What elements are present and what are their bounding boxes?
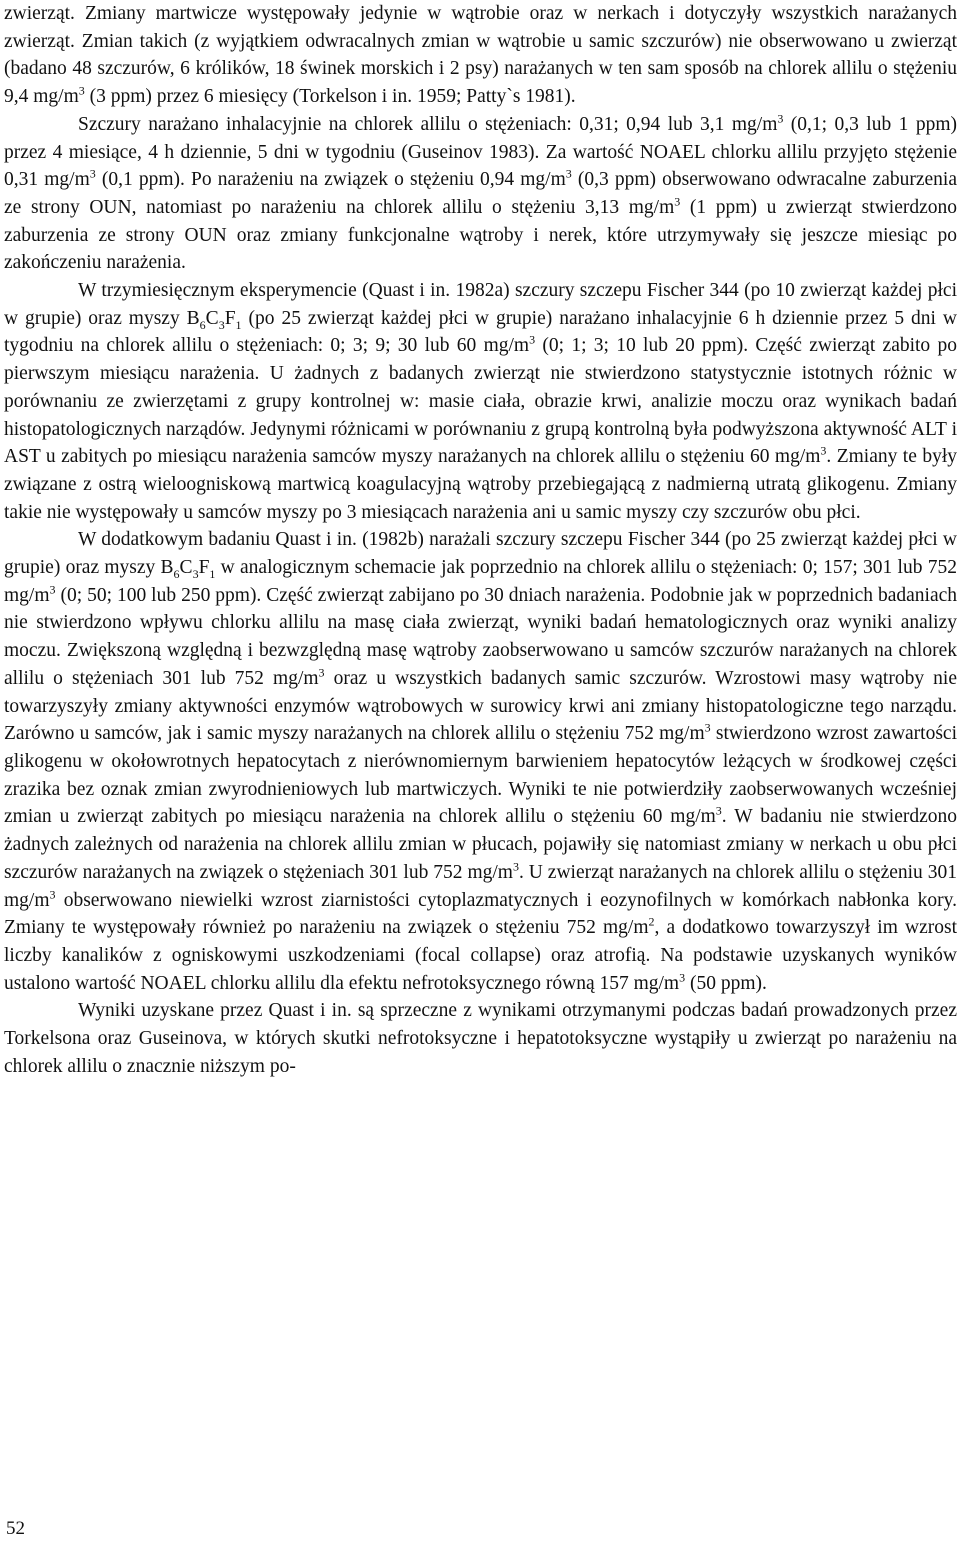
text-run: . W badaniu nie stwierdzono żadnych zależnych od narażenia na chlorek allilu zmian w płucach, pojawiły się natomiast zmiany w nerkach u obu płci szczurów narażanych na związek o stężeniach 301 lub 752 mg/m [4,806,957,883]
text-run: (0; 50; 100 lub 250 ppm). Część zwierząt zabijano po 30 dniach narażenia. Podobnie jak w poprzednich badaniach nie stwierdzono wpływu chlorku allilu na masę ciała zwierząt, wyniki badań hematologicznych oraz wyniki analizy moczu. Zwiększoną względną i bezwzględną masę wątroby zaobserwowano u samców szczurów narażanych na chlorek allilu o stężeniach 301 lub 752 mg/m [4,584,957,689]
paragraph [4,997,957,1080]
text-run: Wyniki uzyskane przez Quast i in. są sprzeczne z wynikami otrzymanymi podczas badań prowadzonych przez Torkelsona oraz Guseinova, w których skutki nefrotoksyczne i hepatotoksyczne wystąpiły u zwierząt po narażeniu na chlorek allilu o znacznie niższym po- [4,1000,957,1077]
subscript: 3 [192,566,199,581]
superscript: 3 [318,665,325,680]
text-run: , a dodatkowo towarzyszył im wzrost liczby kanalików z ogniskowymi uszkodzeniami (focal collapse) oraz atrofią. Na podstawie uzyskanych wyników ustalono wartość NOAEL chlorku allilu dla efektu nefrotoksycznego równą 157 mg/m [4,917,957,994]
paragraph [4,0,957,111]
superscript: 3 [529,332,536,347]
subscript: 6 [199,317,206,332]
text-run: . U zwierząt narażanych na chlorek allilu o stężeniu 301 mg/m [4,861,957,911]
text-run: F [198,557,210,579]
text-run: . Zmiany te były związane z ostrą wieloogniskową martwicą koagulacyjną wątroby przebiegającą z nadmierną utratą glikogenu. Zmiany takie nie występowały u samców myszy po 3 miesiącach narażenia ani u samic myszy czy szczurów obu płci. [4,446,957,523]
subscript: 3 [218,317,225,332]
text-run: F [224,307,236,329]
superscript: 3 [89,166,96,181]
superscript: 3 [679,970,686,985]
text-run: (3 ppm) przez 6 miesięcy (Torkelson i in. 1959; Patty`s 1981). [84,86,576,108]
subscript: 1 [209,566,216,581]
text-run: W trzymiesięcznym eksperymencie (Quast i in. 1982a) szczury szczepu Fischer 344 (po 10 zwierząt każdej płci w grupie) oraz myszy B [4,280,957,329]
text-run: C [179,557,193,579]
text-run: C [205,307,219,329]
text-run: stwierdzono wzrost zawartości glikogenu w okołowrotnych hepatocytach z nierównomiernym barwieniem hepatocytów leżących w środkowej części zrazika bez oznak zmian zwyrodnieniowych lub martwiczych. Wyniki te nie potwierdziły zaobserwowanych wcześniej zmian u zwierząt zabitych po miesiącu narażenia na chlorek allilu o stężeniu 60 mg/m [4,723,958,828]
text-run: oraz u wszystkich badanych samic szczurów. Wzrostowi masy wątroby nie towarzyszyły zmiany aktywności enzymów wątrobowych w surowicy krwi ani zmiany histopatologiczne tego narządu. Zarówno u samców, jak i samic myszy narażanych na chlorek allilu o stężeniu 752 mg/m [4,667,957,745]
page-number: 52 [6,1518,25,1539]
superscript: 3 [820,443,827,458]
subscript: 6 [173,566,180,581]
superscript: 3 [674,194,681,209]
text-run: (0,1 ppm). Po narażeniu na związek o stężeniu 0,94 mg/m [95,169,566,191]
superscript: 3 [777,111,784,126]
text-run: (1 ppm) u zwierząt stwierdzono zaburzenia ze strony OUN oraz zmiany funkcjonalne wątroby i nerek, które utrzymywały się jeszcze miesiąc po zakończeniu narażenia. [4,196,957,274]
paragraph [4,526,957,997]
superscript: 3 [565,166,572,181]
superscript: 3 [49,887,56,901]
text-run: Szczury narażano inhalacyjnie na chlorek allilu o stężeniach: 0,31; 0,94 lub 3,1 mg/m [78,113,778,135]
text-run: (0; 1; 3; 10 lub 20 ppm). Część zwierząt zabito po pierwszym miesiącu narażenia. U żadnych z badanych zwierząt nie stwierdzono statystycznie istotnych różnic w porównaniu ze zwierzętami z grupy kontrolnej w: masie ciała, obrazie krwi, analizie moczu oraz wynikach badań histopatologicznych narządów. Jedynymi różnicami w porównaniu z grupą kontrolną była podwyższona aktywność ALT i AST u zabitych po miesiącu narażenia samców myszy narażanych na chlorek allilu o stężeniu 60 mg/m [4,335,957,468]
superscript: 2 [648,914,655,929]
superscript: 3 [78,83,85,98]
text-run: (0,1; 0,3 lub 1 ppm) przez 4 miesiące, 4 h dziennie, 5 dni w tygodniu (Guseinov 1983). Za wartość NOAEL chlorku allilu przyjęto stężenie 0,31 mg/m [4,113,957,191]
superscript: 3 [715,803,722,818]
text-run: W dodatkowym badaniu Quast i in. (1982b) narażali szczury szczepu Fischer 344 (po 25 zwierząt każdej płci w grupie) oraz myszy B [4,529,957,579]
text-run: obserwowano niewielki wzrost ziarnistości cytoplazmatycznych i eozynofilnych w komórkach nabłonka kory. Zmiany te występowały również po narażeniu na związek o stężeniu 752 mg/m [4,889,957,939]
text-run: zwierząt. Zmiany martwicze występowały jedynie w wątrobie oraz w nerkach i dotyczyły wszystkich narażanych zwierząt. Zmian takich (z wyjątkiem odwracalnych zmian w wątrobie u samic szczurów) nie obserwowano u zwierząt (badano 48 szczurów, 6 królików, 18 świnek morskich i 2 psy) narażanych w ten sam sposób na chlorek allilu o stężeniu 9,4 mg/m [4,3,957,108]
superscript: 3 [49,582,56,597]
text-run: w analogicznym schemacie jak poprzednio na chlorek allilu o stężeniach: 0; 157; 301 lub 752 mg/m [4,557,957,606]
subscript: 1 [235,317,242,332]
superscript: 3 [512,859,519,874]
superscript: 3 [704,720,711,735]
document-page [4,0,957,1080]
text-run: (50 ppm). [685,972,767,994]
text-run: (0,3 ppm) obserwowano odwracalne zaburzenia ze strony OUN, natomiast po narażeniu na chlorek allilu o stężeniu 3,13 mg/m [4,169,957,218]
paragraph [4,277,957,526]
paragraph [4,111,957,277]
text-run: (po 25 zwierząt każdej płci w grupie) narażano inhalacyjnie 6 h dziennie przez 5 dni w tygodniu na chlorek allilu o stężeniach: 0; 3; 9; 30 lub 60 mg/m [4,307,957,357]
